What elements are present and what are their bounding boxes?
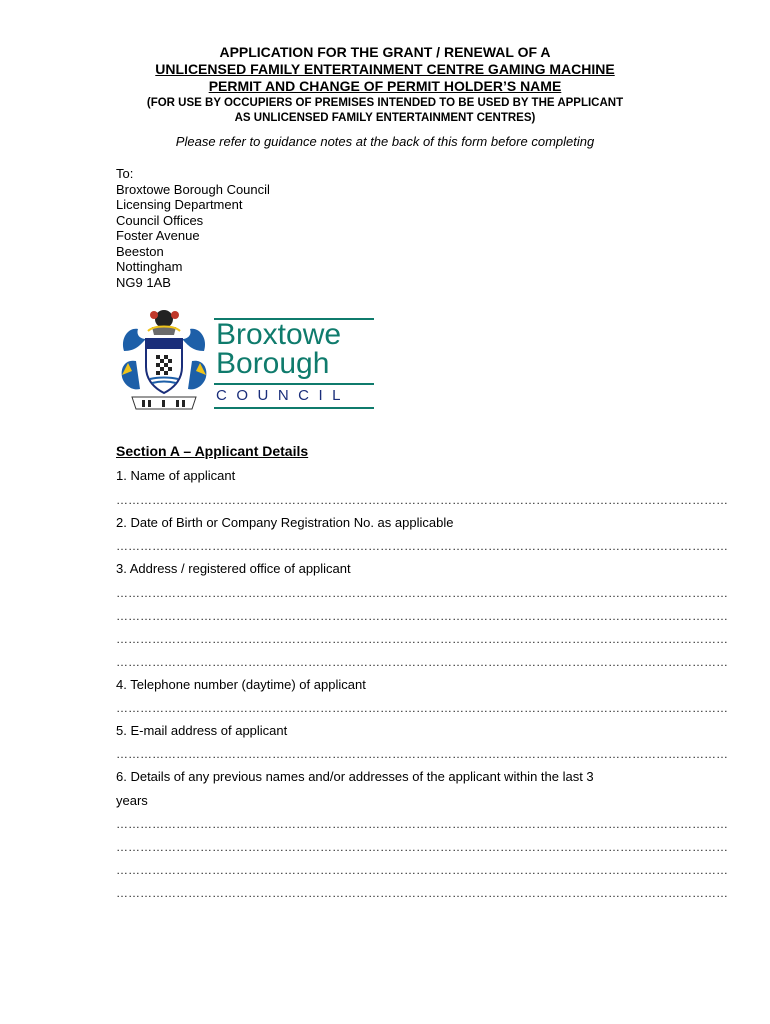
logo-word-broxtowe: Broxtowe (216, 318, 342, 351)
logo-rule-bottom (214, 407, 374, 409)
question-4-label: 4. Telephone number (daytime) of applicant (116, 677, 366, 692)
answer-line-dob[interactable]: ……………………………………………………………………………………………………………………………………… (116, 539, 728, 553)
address-line: Broxtowe Borough Council (116, 181, 270, 197)
logo-word-borough: Borough (216, 347, 330, 380)
answer-line-address-4[interactable]: ……………………………………………………………………………………………………………………………………… (116, 655, 728, 669)
answer-line-address-1[interactable]: ……………………………………………………………………………………………………………………………………… (116, 586, 728, 600)
answer-line-telephone[interactable]: ……………………………………………………………………………………………………………………………………… (116, 701, 728, 715)
logo-word-council: COUNCIL (216, 387, 351, 404)
guidance-note: Please refer to guidance notes at the back of this form before completing (175, 134, 595, 149)
address-line: Nottingham (116, 259, 183, 274)
answer-line-previous-2[interactable]: ……………………………………………………………………………………………………………………………………… (116, 840, 728, 854)
coat-of-arms-icon (118, 305, 210, 415)
form-subtitle-line-2: AS UNLICENSED FAMILY ENTERTAINMENT CENTRES) (234, 112, 536, 124)
form-subtitle-line-1: (FOR USE BY OCCUPIERS OF PREMISES INTENDED TO BE USED BY THE APPLICANT (146, 97, 624, 109)
logo-rule-middle (214, 383, 374, 385)
address-line: To: (116, 166, 134, 181)
question-6-label: 6. Details of any previous names and/or addresses of the applicant within the last 3 (116, 769, 594, 784)
address-line: NG9 1AB (116, 274, 171, 290)
address-line: Beeston (116, 243, 164, 259)
address-line: Council Offices (116, 212, 204, 228)
answer-line-email[interactable]: ……………………………………………………………………………………………………………………………………… (116, 747, 728, 761)
form-header (0, 44, 770, 126)
answer-line-address-2[interactable]: ……………………………………………………………………………………………………………………………………… (116, 609, 728, 623)
form-title-line-1: APPLICATION FOR THE GRANT / RENEWAL OF A (219, 44, 551, 60)
recipient-address (116, 166, 270, 290)
question-5-label: 5. E-mail address of applicant (116, 723, 288, 738)
council-logo-wordmark (214, 315, 376, 411)
answer-line-previous-1[interactable]: ……………………………………………………………………………………………………………………………………… (116, 817, 728, 831)
answer-line-previous-3[interactable]: ……………………………………………………………………………………………………………………………………… (116, 863, 728, 877)
answer-line-address-3[interactable]: ……………………………………………………………………………………………………………………………………… (116, 632, 728, 646)
question-6-label-continued: years (116, 793, 148, 808)
council-logo (118, 305, 380, 417)
answer-line-name[interactable]: ……………………………………………………………………………………………………………………………………… (116, 493, 728, 507)
question-3-label: 3. Address / registered office of applicant (116, 561, 351, 576)
question-2-label: 2. Date of Birth or Company Registration No. as applicable (116, 515, 454, 530)
address-line: Licensing Department (116, 197, 243, 212)
form-title-line-2: UNLICENSED FAMILY ENTERTAINMENT CENTRE GAMING MACHINE (155, 61, 615, 77)
address-line: Foster Avenue (116, 228, 200, 243)
section-a-title: Section A – Applicant Details (116, 443, 309, 459)
form-title-line-3: PERMIT AND CHANGE OF PERMIT HOLDER’S NAME (208, 78, 562, 94)
question-1-label: 1. Name of applicant (116, 468, 236, 483)
answer-line-previous-4[interactable]: ……………………………………………………………………………………………………………………………………… (116, 886, 728, 900)
